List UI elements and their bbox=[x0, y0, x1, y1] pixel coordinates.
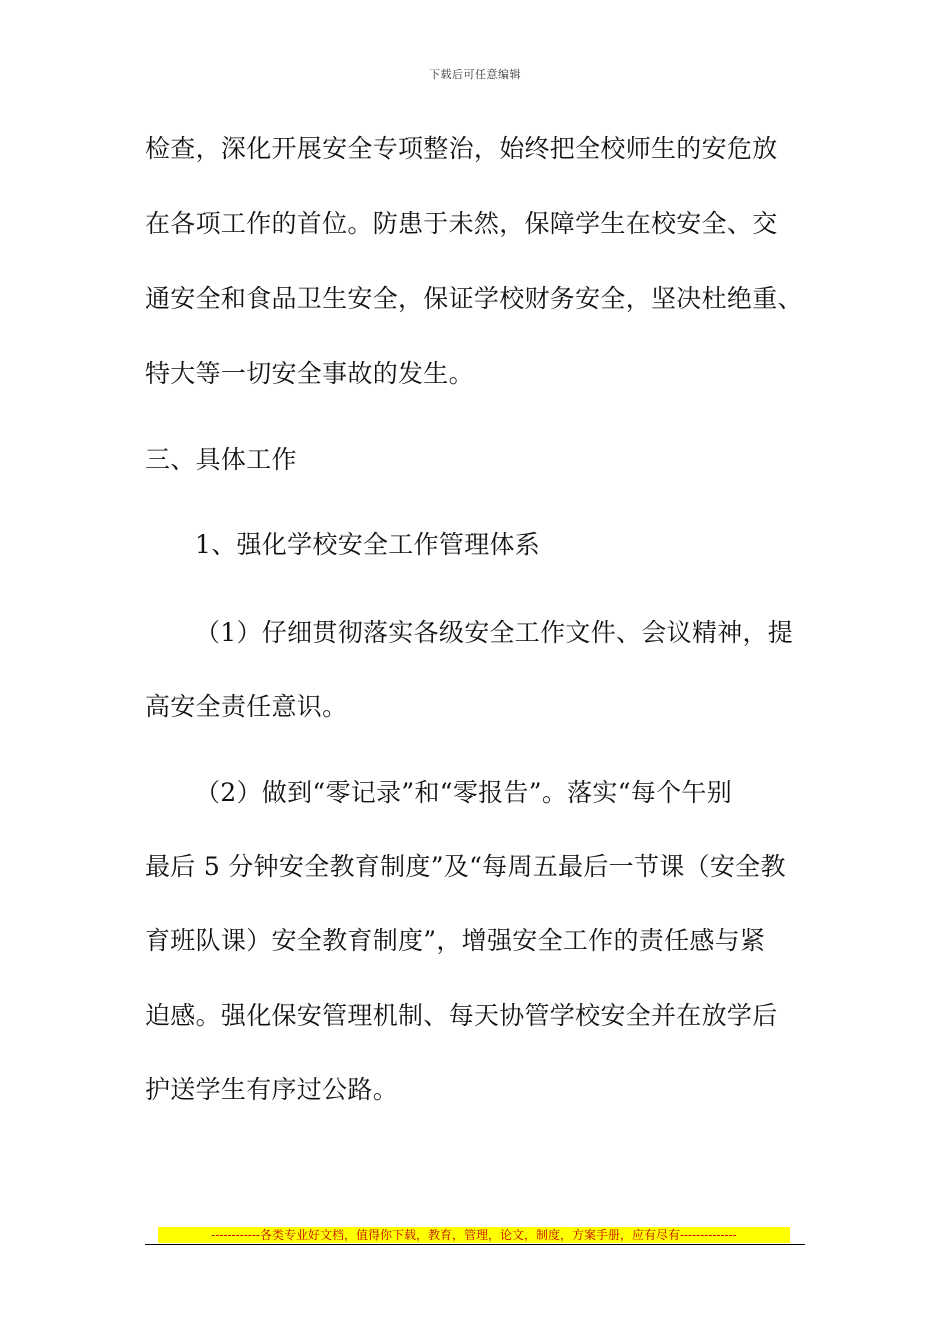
page-header: 下载后可任意编辑 bbox=[429, 68, 521, 81]
footer-rule bbox=[145, 1244, 805, 1245]
body-line-2: 在各项工作的首位。防患于未然，保障学生在校安全、交 bbox=[145, 209, 778, 238]
subsection-heading: 1、强化学校安全工作管理体系 bbox=[195, 530, 541, 559]
footer-banner: ------------各类专业好文档，值得你下载，教育，管理，论文，制度，方案手册，应有尽有-------------- bbox=[158, 1227, 790, 1243]
body-line-4: 特大等一切安全事故的发生。 bbox=[145, 359, 474, 388]
item-1-line-1: （1）仔细贯彻落实各级安全工作文件、会议精神，提 bbox=[195, 618, 794, 647]
item-2-line-1: （2）做到“零记录”和“零报告”。落实“每个午别 bbox=[195, 778, 733, 807]
section-heading: 三、具体工作 bbox=[145, 445, 297, 474]
item-2-line-2: 最后 5 分钟安全教育制度”及“每周五最后一节课（安全教 bbox=[145, 852, 786, 881]
item-2-line-5: 护送学生有序过公路。 bbox=[145, 1075, 399, 1104]
item-2-line-3: 育班队课）安全教育制度”，增强安全工作的责任感与紧 bbox=[145, 926, 766, 955]
item-1-line-2: 高安全责任意识。 bbox=[145, 692, 348, 721]
body-line-1: 检查，深化开展安全专项整治，始终把全校师生的安危放 bbox=[145, 134, 778, 163]
body-line-3: 通安全和食品卫生安全，保证学校财务安全，坚决杜绝重、 bbox=[145, 284, 803, 313]
item-2-line-4: 迫感。强化保安管理机制、每天协管学校安全并在放学后 bbox=[145, 1001, 778, 1030]
